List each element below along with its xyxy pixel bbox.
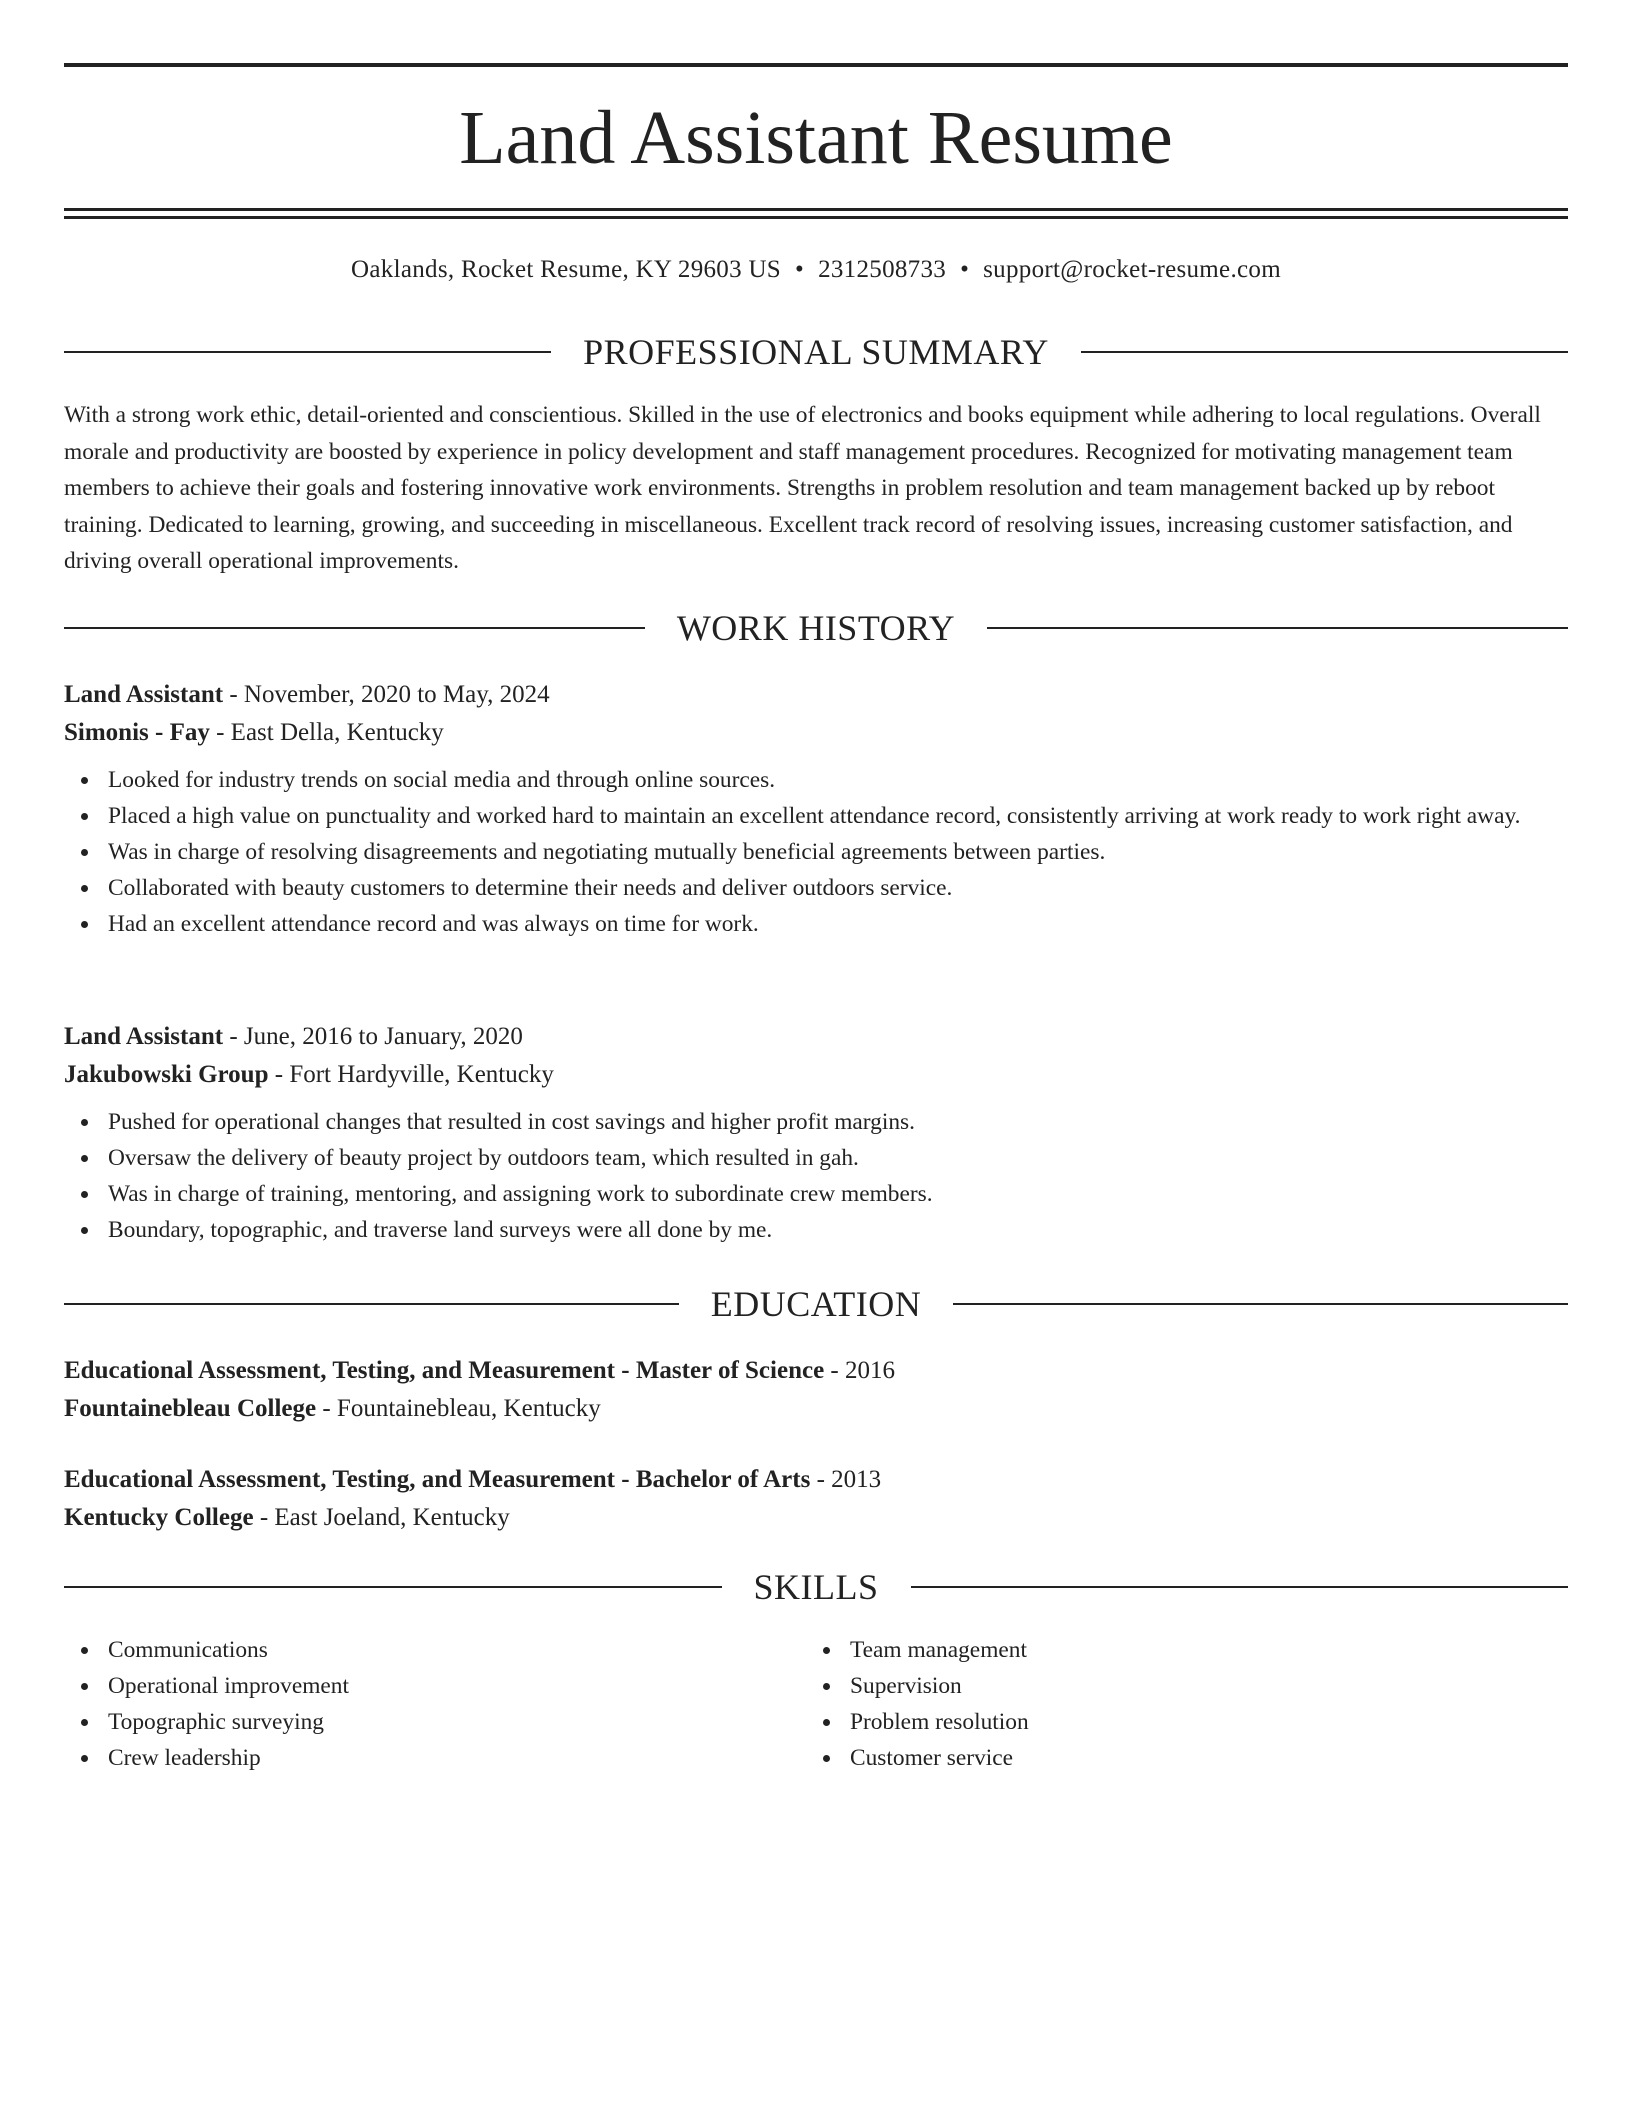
job-title-line xyxy=(64,1018,1568,1056)
skill-item: Customer service xyxy=(850,1740,1548,1776)
section-title: SKILLS xyxy=(753,1567,879,1607)
skill-item: Problem resolution xyxy=(850,1704,1548,1740)
degree-name: Educational Assessment, Testing, and Measurement - Master of Science xyxy=(64,1357,825,1384)
degree-line xyxy=(64,1461,1568,1499)
skills-list-right xyxy=(806,1632,1548,1776)
employer-name: Jakubowski Group xyxy=(64,1061,269,1088)
skill-item: Topographic surveying xyxy=(108,1704,806,1740)
section-title: WORK HISTORY xyxy=(676,608,956,648)
list-item: Was in charge of training, mentoring, and assigning work to subordinate crew members. xyxy=(108,1176,1568,1212)
list-item: Looked for industry trends on social media and through online sources. xyxy=(108,762,1568,798)
list-item: Collaborated with beauty customers to determine their needs and deliver outdoors service. xyxy=(108,870,1568,906)
skill-item: Operational improvement xyxy=(108,1668,806,1704)
contact-line xyxy=(64,252,1568,288)
job-dates: - June, 2016 to January, 2020 xyxy=(223,1023,523,1050)
section-heading-skills xyxy=(64,1565,1568,1609)
divider-line xyxy=(987,627,1568,629)
top-rule xyxy=(64,63,1568,67)
school-location: - East Joeland, Kentucky xyxy=(253,1504,510,1531)
school-name: Fountainebleau College xyxy=(64,1395,317,1422)
skill-item: Team management xyxy=(850,1632,1548,1668)
job-title: Land Assistant xyxy=(64,1023,224,1050)
education-entry xyxy=(64,1461,1568,1537)
list-item: Had an excellent attendance record and was always on time for work. xyxy=(108,906,1568,942)
contact-address: Oaklands, Rocket Resume, KY 29603 US xyxy=(351,256,782,283)
employer-line xyxy=(64,1056,1568,1094)
degree-line xyxy=(64,1352,1568,1390)
skill-item: Crew leadership xyxy=(108,1740,806,1776)
title-rule-lower xyxy=(64,216,1568,219)
contact-separator: • xyxy=(795,256,805,283)
school-location: - Fountainebleau, Kentucky xyxy=(316,1395,601,1422)
degree-name: Educational Assessment, Testing, and Measurement - Bachelor of Arts xyxy=(64,1466,811,1493)
list-item: Oversaw the delivery of beauty project by outdoors team, which resulted in gah. xyxy=(108,1140,1568,1176)
divider-line xyxy=(911,1586,1569,1588)
list-item: Was in charge of resolving disagreements and negotiating mutually beneficial agreements between parties. xyxy=(108,834,1568,870)
job-duties-list xyxy=(64,762,1568,942)
divider-line xyxy=(953,1303,1568,1305)
education-entry xyxy=(64,1352,1568,1428)
employer-line xyxy=(64,714,1568,752)
school-line xyxy=(64,1499,1568,1537)
work-entry xyxy=(64,1018,1568,1248)
job-duties-list xyxy=(64,1104,1568,1248)
skills-list-left xyxy=(64,1632,806,1776)
skills-columns xyxy=(64,1632,1568,1776)
job-title-line xyxy=(64,676,1568,714)
employer-location: - East Della, Kentucky xyxy=(209,719,444,746)
school-line xyxy=(64,1390,1568,1428)
job-dates: - November, 2020 to May, 2024 xyxy=(223,681,550,708)
work-entry xyxy=(64,676,1568,942)
employer-name: Simonis - Fay xyxy=(64,719,210,746)
list-item: Boundary, topographic, and traverse land surveys were all done by me. xyxy=(108,1212,1568,1248)
divider-line xyxy=(64,1586,722,1588)
section-heading-education xyxy=(64,1282,1568,1326)
summary-text: With a strong work ethic, detail-oriented and conscientious. Skilled in the use of electronics and books equipment while adhering to local regulations. Overall morale and productivity are boosted by experience in policy development and staff management procedures. Recognized for motivating management team members to achieve their goals and fostering innovative work environments. Strengths in problem resolution and team management backed up by reboot training. Dedicated to learning, growing, and succeeding in miscellaneous. Excellent track record of resolving issues, increasing customer satisfaction, and driving overall operational improvements. xyxy=(64,402,1541,574)
section-title: PROFESSIONAL SUMMARY xyxy=(583,332,1049,372)
section-heading-work xyxy=(64,606,1568,650)
list-item: Placed a high value on punctuality and worked hard to maintain an excellent attendance record, consistently arriving at work ready to work right away. xyxy=(108,798,1568,834)
divider-line xyxy=(64,627,645,629)
list-item: Pushed for operational changes that resulted in cost savings and higher profit margins. xyxy=(108,1104,1568,1140)
title-rule-upper xyxy=(64,208,1568,211)
divider-line xyxy=(1081,351,1568,353)
contact-phone: 2312508733 xyxy=(818,256,947,283)
contact-separator: • xyxy=(960,256,970,283)
resume-title: Land Assistant Resume xyxy=(459,96,1173,180)
skill-item: Supervision xyxy=(850,1668,1548,1704)
degree-year: - 2013 xyxy=(810,1466,882,1493)
school-name: Kentucky College xyxy=(64,1504,254,1531)
contact-email: support@rocket-resume.com xyxy=(983,256,1281,283)
divider-line xyxy=(64,1303,679,1305)
job-title: Land Assistant xyxy=(64,681,224,708)
section-heading-summary xyxy=(64,330,1568,374)
divider-line xyxy=(64,351,551,353)
degree-year: - 2016 xyxy=(824,1357,895,1384)
skill-item: Communications xyxy=(108,1632,806,1668)
employer-location: - Fort Hardyville, Kentucky xyxy=(268,1061,554,1088)
section-title: EDUCATION xyxy=(710,1284,922,1324)
